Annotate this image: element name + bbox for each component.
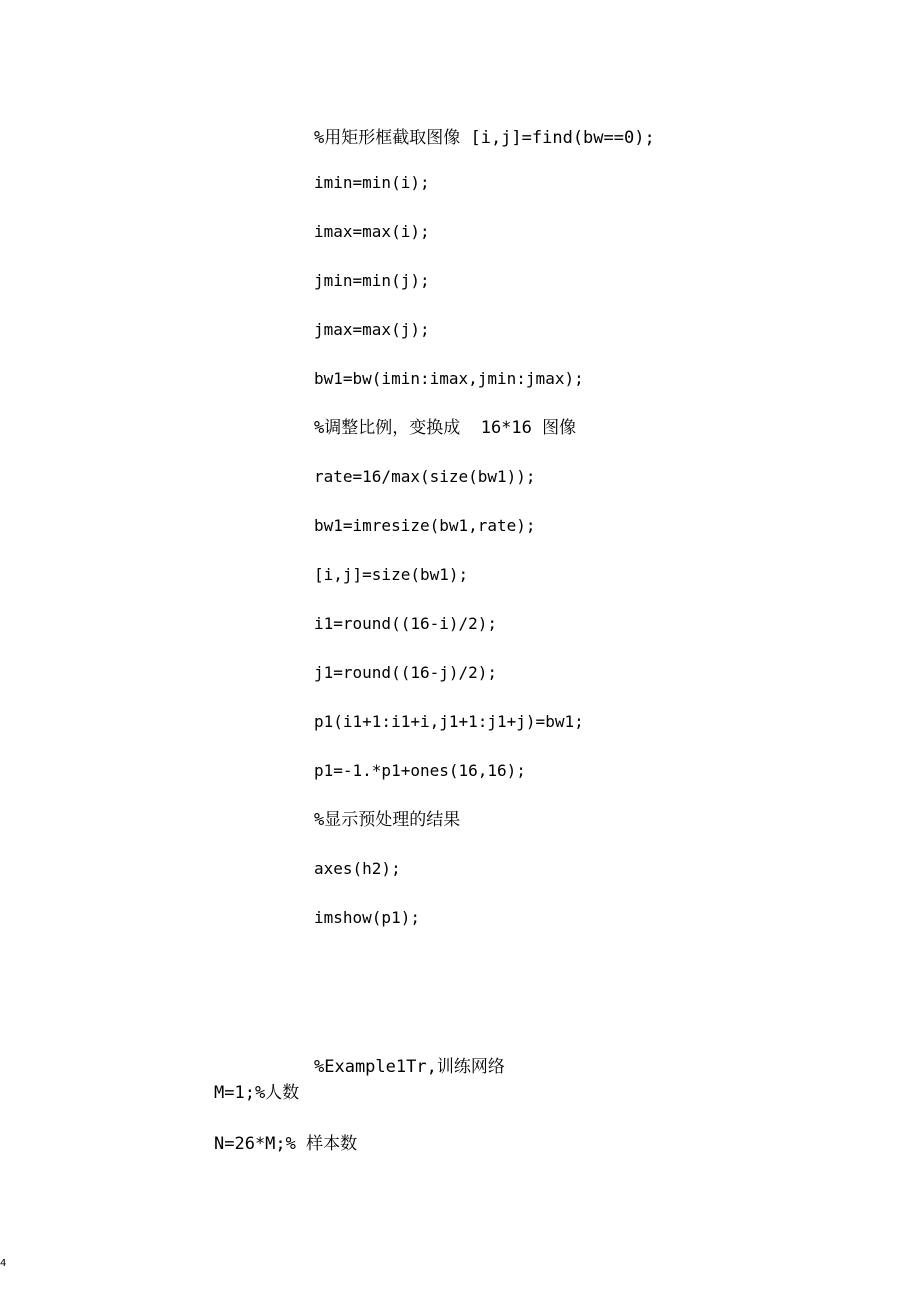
page-number: 4 [0,1258,7,1269]
code-line-crop-comment: %用矩形框截取图像 [i,j]=find(bw==0); [314,128,655,148]
code-line-n-assign: N=26*M;% 样本数 [214,1134,358,1154]
code-line-imin: imin=min(i); [314,173,430,192]
code-line-imresize: bw1=imresize(bw1,rate); [314,516,536,535]
code-line-imax: imax=max(i); [314,222,430,241]
code-line-p1-assign: p1(i1+1:i1+i,j1+1:j1+j)=bw1; [314,712,584,731]
code-line-size: [i,j]=size(bw1); [314,565,469,584]
code-line-jmin: jmin=min(j); [314,271,430,290]
code-line-bw1-crop: bw1=bw(imin:imax,jmin:jmax); [314,369,584,388]
code-line-imshow: imshow(p1); [314,908,420,927]
code-line-scale-comment: %调整比例，变换成 16*16 图像 [314,418,577,438]
code-line-example-comment: %Example1Tr,训练网络 [314,1057,505,1077]
code-line-p1-invert: p1=-1.*p1+ones(16,16); [314,761,526,780]
code-line-jmax: jmax=max(j); [314,320,430,339]
code-line-i1: i1=round((16-i)/2); [314,614,498,633]
code-line-rate: rate=16/max(size(bw1)); [314,467,536,486]
code-line-display-comment: %显示预处理的结果 [314,810,461,830]
code-line-m-assign: M=1;%人数 [214,1083,300,1103]
code-line-axes: axes(h2); [314,859,401,878]
code-line-j1: j1=round((16-j)/2); [314,663,498,682]
